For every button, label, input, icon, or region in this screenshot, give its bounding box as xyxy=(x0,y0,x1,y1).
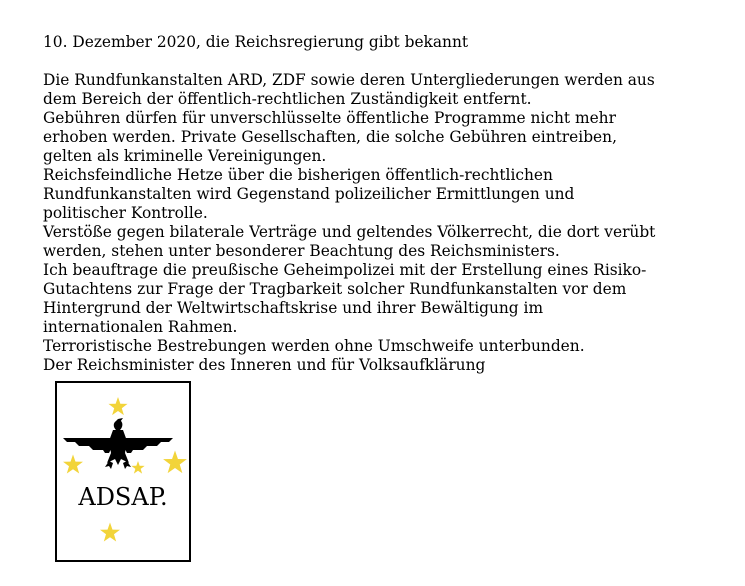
text-line: gelten als kriminelle Vereinigungen. xyxy=(43,147,327,165)
text-line: Verstöße gegen bilaterale Verträge und geltendes Völkerrecht, die dort verübt xyxy=(43,223,656,241)
text-line: Reichsfeindliche Hetze über die bisherigen öffentlich-rechtlichen xyxy=(43,166,553,184)
text-line: Gutachtens zur Frage der Tragbarkeit solcher Rundfunkanstalten vor dem xyxy=(43,280,627,298)
text-line: Hintergrund der Weltwirtschaftskrise und ihrer Bewältigung im xyxy=(43,299,544,317)
adsap-logo xyxy=(55,381,191,562)
star-icon xyxy=(100,523,120,542)
announcement-date-line: 10. Dezember 2020, die Reichsregierung gibt bekannt xyxy=(43,33,469,51)
text-line: erhoben werden. Private Gesellschaften, die solche Gebühren eintreiben, xyxy=(43,128,617,146)
signature-line: Der Reichsminister des Inneren und für Volksaufklärung xyxy=(43,356,486,374)
text-line: Die Rundfunkanstalten ARD, ZDF sowie deren Untergliederungen werden aus xyxy=(43,71,655,89)
text-line: Ich beauftrage die preußische Geheimpolizei mit der Erstellung eines Risiko- xyxy=(43,261,647,279)
star-icon xyxy=(63,455,83,474)
text-line: Rundfunkanstalten wird Gegenstand polizeilicher Ermittlungen und xyxy=(43,185,575,203)
text-line: dem Bereich der öffentlich-rechtlichen Zuständigkeit entfernt. xyxy=(43,90,532,108)
text-line: werden, stehen unter besonderer Beachtung des Reichsministers. xyxy=(43,242,560,260)
document-body xyxy=(43,33,733,375)
star-icon xyxy=(131,461,144,474)
star-icon xyxy=(163,451,187,474)
text-line: internationalen Rahmen. xyxy=(43,318,238,336)
text-line: politischer Kontrolle. xyxy=(43,204,208,222)
star-icon xyxy=(108,397,127,415)
announcement-text xyxy=(43,71,733,375)
logo-text: ADSAP. xyxy=(78,483,168,511)
text-line: Terroristische Bestrebungen werden ohne Umschweife unterbunden. xyxy=(43,337,585,355)
eagle-icon xyxy=(63,418,173,469)
text-line: Gebühren dürfen für unverschlüsselte öffentliche Programme nicht mehr xyxy=(43,109,616,127)
logo-graphic xyxy=(57,383,189,560)
